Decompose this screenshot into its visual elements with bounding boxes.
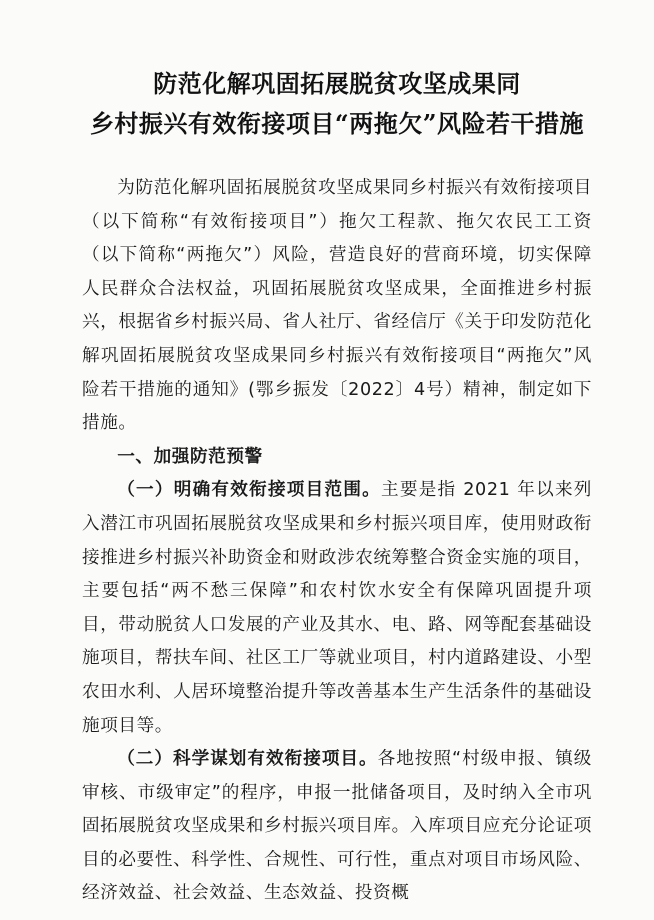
- item-2-label: （二）科学谋划有效衔接项目。: [117, 749, 378, 770]
- title-line-1: 防范化解巩固拓展脱贫攻坚成果同: [153, 69, 521, 98]
- document-title: [82, 64, 592, 144]
- item-2-text: 各地按照“村级申报、镇级审核、市级审定”的程序，申报一批储备项目，及时纳入全市巩固拓展脱贫攻坚成果和乡村振兴项目库。入库项目应充分论证项目的必要性、科学性、合规性、可行性，重点对项目市场风险、经济效益、社会效益、生态效益、投资概: [82, 749, 592, 904]
- item-1-paragraph: [82, 474, 592, 743]
- item-2-paragraph: [82, 743, 592, 911]
- title-line-2: 乡村振兴有效衔接项目“两拖欠”风险若干措施: [89, 109, 585, 138]
- item-1-label: （一）明确有效衔接项目范围。: [117, 480, 382, 501]
- section-1-heading: 一、加强防范预警: [117, 446, 263, 467]
- item-1-text: 主要是指 2021 年以来列入潜江市巩固拓展脱贫攻坚成果和乡村振兴项目库，使用财政衔接推进乡村振兴补助资金和财政涉农统筹整合资金实施的项目，主要包括“两不愁三保障”和农村饮水安全有保障巩固提升项目，带动脱贫人口发展的产业及其水、电、路、网等配套基础设施项目，帮扶车间、社区工厂等就业项目，村内道路建设、小型农田水利、人居环境整治提升等改善基本生产生活条件的基础设施项目等。: [82, 480, 592, 736]
- intro-paragraph: 为防范化解巩固拓展脱贫攻坚成果同乡村振兴有效衔接项目（以下简称“有效衔接项目”）拖欠工程款、拖欠农民工工资（以下简称“两拖欠”）风险，营造良好的营商环境，切实保障人民群众合法权益，巩固拓展脱贫攻坚成果，全面推进乡村振兴，根据省乡村振兴局、省人社厅、省经信厅《关于印发防范化解巩固拓展脱贫攻坚成果同乡村振兴有效衔接项目“两拖欠”风险若干措施的通知》(鄂乡振发〔2022〕4号）精神，制定如下措施。: [82, 178, 592, 434]
